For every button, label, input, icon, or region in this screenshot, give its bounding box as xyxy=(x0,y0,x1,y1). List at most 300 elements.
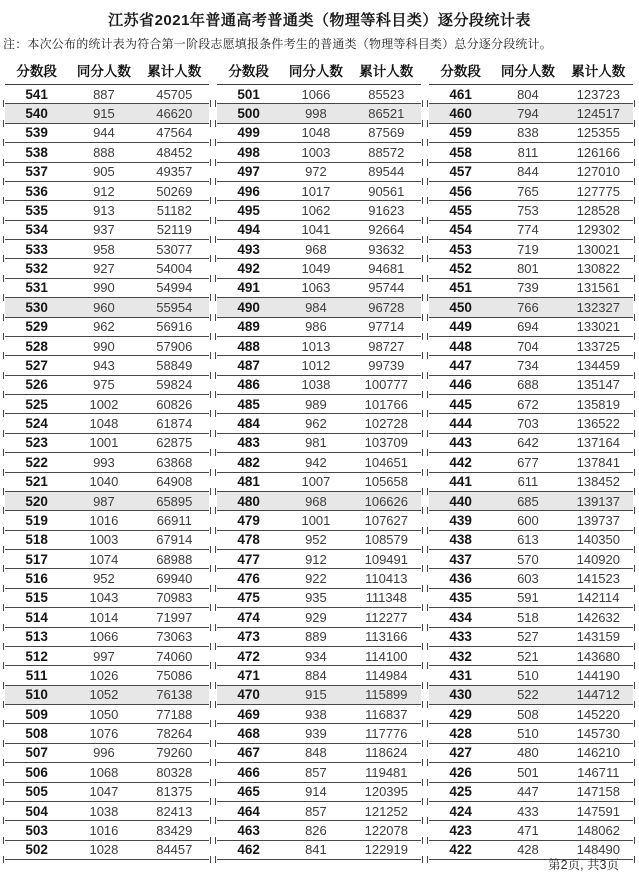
score-band: 442 xyxy=(449,454,472,470)
cumulative-count: 65895 xyxy=(156,493,193,509)
same-score-count: 952 xyxy=(93,571,115,587)
score-band: 528 xyxy=(25,338,48,354)
same-score-count: 841 xyxy=(305,842,327,858)
page-number-footer: 第2页, 共3页 xyxy=(548,858,619,872)
same-score-count: 642 xyxy=(517,435,539,451)
table-row xyxy=(5,85,209,104)
score-band: 422 xyxy=(449,842,472,858)
score-band: 458 xyxy=(449,144,472,160)
table-row xyxy=(5,492,209,511)
table-row xyxy=(5,666,209,685)
same-score-count: 962 xyxy=(93,319,115,335)
table-row xyxy=(217,608,421,627)
score-band: 514 xyxy=(25,609,48,625)
cumulative-count: 145730 xyxy=(576,726,620,742)
score-band: 439 xyxy=(449,512,472,528)
same-score-count: 672 xyxy=(517,396,539,412)
score-table-right xyxy=(429,59,633,860)
cumulative-count: 84457 xyxy=(156,842,193,858)
same-score-count: 1001 xyxy=(301,512,331,528)
cumulative-count: 66911 xyxy=(156,512,192,528)
table-row xyxy=(5,124,209,143)
same-score-count: 804 xyxy=(517,86,539,102)
same-score-count: 1012 xyxy=(301,357,331,373)
table-row xyxy=(217,414,421,433)
cumulative-count: 48452 xyxy=(156,144,193,160)
table-row xyxy=(5,608,209,627)
score-band: 490 xyxy=(237,299,260,315)
score-band: 461 xyxy=(449,86,472,102)
column-header-same-score-count: 同分人数 xyxy=(500,64,555,79)
table-row xyxy=(217,298,421,317)
score-band: 502 xyxy=(25,842,48,858)
cumulative-count: 140920 xyxy=(576,551,620,567)
table-row xyxy=(217,802,421,821)
score-band: 523 xyxy=(25,435,48,451)
table-body xyxy=(429,85,633,860)
cumulative-count: 133725 xyxy=(576,338,620,354)
cumulative-count: 68988 xyxy=(156,551,193,567)
cumulative-count: 147158 xyxy=(576,784,620,800)
same-score-count: 753 xyxy=(517,202,539,218)
same-score-count: 987 xyxy=(93,493,115,509)
cumulative-count: 52119 xyxy=(156,222,192,238)
same-score-count: 1013 xyxy=(301,338,331,354)
cumulative-count: 141523 xyxy=(576,571,620,587)
score-band: 520 xyxy=(25,493,48,509)
table-row xyxy=(5,279,209,298)
table-row xyxy=(5,531,209,550)
cumulative-count: 91623 xyxy=(368,202,405,218)
same-score-count: 996 xyxy=(93,745,115,761)
score-band: 466 xyxy=(237,764,260,780)
same-score-count: 927 xyxy=(93,261,115,277)
table-row xyxy=(429,589,633,608)
cumulative-count: 104651 xyxy=(364,454,408,470)
same-score-count: 938 xyxy=(305,706,327,722)
same-score-count: 510 xyxy=(517,726,539,742)
table-row xyxy=(5,163,209,182)
score-band: 492 xyxy=(237,261,260,277)
same-score-count: 704 xyxy=(517,338,539,354)
same-score-count: 975 xyxy=(93,377,115,393)
score-band: 481 xyxy=(237,474,260,490)
score-band: 506 xyxy=(25,764,48,780)
score-band: 454 xyxy=(449,222,472,238)
cumulative-count: 111348 xyxy=(365,590,408,606)
same-score-count: 433 xyxy=(517,803,539,819)
score-band: 519 xyxy=(25,512,48,528)
cumulative-count: 127010 xyxy=(576,164,620,180)
table-row xyxy=(429,492,633,511)
cumulative-count: 71997 xyxy=(156,609,193,625)
table-row xyxy=(5,724,209,743)
score-band: 531 xyxy=(25,280,48,296)
cumulative-count: 131561 xyxy=(576,280,620,296)
same-score-count: 915 xyxy=(305,687,327,703)
score-band: 470 xyxy=(237,687,260,703)
cumulative-count: 146210 xyxy=(576,745,620,761)
score-band: 459 xyxy=(449,125,472,141)
score-band: 452 xyxy=(449,261,472,277)
same-score-count: 1016 xyxy=(89,512,119,528)
score-band: 474 xyxy=(237,609,260,625)
cumulative-count: 82413 xyxy=(156,803,193,819)
table-row xyxy=(429,221,633,240)
table-row xyxy=(217,104,421,123)
table-row xyxy=(217,395,421,414)
cumulative-count: 49357 xyxy=(156,164,193,180)
score-band: 428 xyxy=(449,726,472,742)
cumulative-count: 135819 xyxy=(576,396,620,412)
table-row xyxy=(429,376,633,395)
table-row xyxy=(5,841,209,860)
table-row xyxy=(429,356,633,375)
score-band: 445 xyxy=(449,396,472,412)
same-score-count: 1016 xyxy=(89,822,119,838)
cumulative-count: 114984 xyxy=(365,667,408,683)
cumulative-count: 50269 xyxy=(156,183,193,199)
same-score-count: 471 xyxy=(517,822,539,838)
score-band: 485 xyxy=(237,396,260,412)
same-score-count: 510 xyxy=(517,667,539,683)
score-band: 488 xyxy=(237,338,260,354)
cumulative-count: 118624 xyxy=(365,745,408,761)
same-score-count: 888 xyxy=(93,144,115,160)
score-band: 489 xyxy=(237,319,260,335)
cumulative-count: 106626 xyxy=(364,493,408,509)
cumulative-count: 89544 xyxy=(368,164,405,180)
table-row xyxy=(217,318,421,337)
table-row xyxy=(5,414,209,433)
cumulative-count: 55954 xyxy=(156,299,193,315)
same-score-count: 734 xyxy=(517,357,539,373)
same-score-count: 997 xyxy=(93,648,115,664)
cumulative-count: 108579 xyxy=(364,532,408,548)
score-band: 540 xyxy=(25,106,48,122)
score-band: 425 xyxy=(449,784,472,800)
tables-container xyxy=(0,52,639,860)
score-band: 469 xyxy=(237,706,260,722)
same-score-count: 1068 xyxy=(89,764,119,780)
score-band: 504 xyxy=(25,803,48,819)
cumulative-count: 137841 xyxy=(576,454,620,470)
score-band: 451 xyxy=(449,280,472,296)
score-band: 482 xyxy=(237,454,260,470)
table-row xyxy=(5,569,209,588)
cumulative-count: 78264 xyxy=(156,726,193,742)
same-score-count: 912 xyxy=(93,183,115,199)
table-row xyxy=(217,492,421,511)
cumulative-count: 75086 xyxy=(156,667,193,683)
table-row xyxy=(429,453,633,472)
cumulative-count: 109491 xyxy=(364,551,408,567)
cumulative-count: 73063 xyxy=(156,629,193,645)
column-header-score-band: 分数段 xyxy=(228,64,269,79)
cumulative-count: 139737 xyxy=(576,512,620,528)
same-score-count: 480 xyxy=(517,745,539,761)
cumulative-count: 85523 xyxy=(368,86,405,102)
cumulative-count: 88572 xyxy=(368,144,405,160)
cumulative-count: 110413 xyxy=(365,571,408,587)
table-row xyxy=(217,569,421,588)
score-band: 533 xyxy=(25,241,48,257)
table-row xyxy=(5,550,209,569)
score-band: 472 xyxy=(237,648,260,664)
same-score-count: 801 xyxy=(517,261,539,277)
cumulative-count: 116837 xyxy=(365,706,408,722)
table-row xyxy=(217,143,421,162)
cumulative-count: 138452 xyxy=(576,474,620,490)
score-band: 471 xyxy=(237,667,260,683)
score-band: 465 xyxy=(237,784,260,800)
same-score-count: 1038 xyxy=(301,377,331,393)
table-body xyxy=(217,85,421,860)
cumulative-count: 146711 xyxy=(577,764,620,780)
table-row xyxy=(429,337,633,356)
score-band: 453 xyxy=(449,241,472,257)
same-score-count: 677 xyxy=(517,454,539,470)
table-row xyxy=(5,434,209,453)
same-score-count: 1001 xyxy=(89,435,119,451)
same-score-count: 838 xyxy=(517,125,539,141)
score-band: 434 xyxy=(449,609,472,625)
table-header-row xyxy=(5,59,209,85)
cumulative-count: 94681 xyxy=(368,261,405,277)
same-score-count: 993 xyxy=(93,454,115,470)
cumulative-count: 130822 xyxy=(576,261,620,277)
score-band: 513 xyxy=(25,629,48,645)
table-row xyxy=(429,434,633,453)
same-score-count: 1050 xyxy=(89,706,119,722)
cumulative-count: 74060 xyxy=(156,648,193,664)
score-band: 430 xyxy=(449,687,472,703)
score-band: 500 xyxy=(237,106,260,122)
table-row xyxy=(5,201,209,220)
column-header-cumulative-count: 累计人数 xyxy=(359,64,414,79)
same-score-count: 766 xyxy=(517,299,539,315)
cumulative-count: 76138 xyxy=(156,687,193,703)
table-row xyxy=(429,783,633,802)
same-score-count: 1066 xyxy=(89,629,119,645)
score-band: 462 xyxy=(237,842,260,858)
table-row xyxy=(5,104,209,123)
same-score-count: 986 xyxy=(305,319,327,335)
same-score-count: 811 xyxy=(517,144,539,160)
same-score-count: 848 xyxy=(305,745,327,761)
same-score-count: 889 xyxy=(305,629,327,645)
score-band: 515 xyxy=(25,590,48,606)
cumulative-count: 46620 xyxy=(156,106,193,122)
cumulative-count: 126166 xyxy=(576,144,620,160)
cumulative-count: 121252 xyxy=(364,803,408,819)
same-score-count: 972 xyxy=(305,164,327,180)
same-score-count: 914 xyxy=(305,784,327,800)
same-score-count: 1040 xyxy=(89,474,119,490)
score-band: 429 xyxy=(449,706,472,722)
score-band: 487 xyxy=(237,357,260,373)
column-header-score-band: 分数段 xyxy=(440,64,481,79)
score-band: 424 xyxy=(449,803,472,819)
score-band: 491 xyxy=(237,280,260,296)
cumulative-count: 45705 xyxy=(156,86,193,102)
same-score-count: 989 xyxy=(305,396,327,412)
cumulative-count: 142114 xyxy=(577,590,620,606)
same-score-count: 1052 xyxy=(89,687,119,703)
cumulative-count: 97714 xyxy=(368,319,405,335)
table-row xyxy=(217,356,421,375)
same-score-count: 1003 xyxy=(301,144,331,160)
table-row xyxy=(5,511,209,530)
table-row xyxy=(429,628,633,647)
cumulative-count: 60826 xyxy=(156,396,193,412)
table-row xyxy=(217,550,421,569)
score-band: 534 xyxy=(25,222,48,238)
column-header-same-score-count: 同分人数 xyxy=(288,64,343,79)
same-score-count: 1003 xyxy=(89,532,119,548)
score-band: 501 xyxy=(237,86,260,102)
table-row xyxy=(5,182,209,201)
cumulative-count: 101766 xyxy=(364,396,408,412)
same-score-count: 905 xyxy=(93,164,115,180)
score-band: 537 xyxy=(25,164,48,180)
table-row xyxy=(5,647,209,666)
cumulative-count: 63868 xyxy=(156,454,193,470)
score-band: 496 xyxy=(237,183,260,199)
cumulative-count: 103709 xyxy=(364,435,408,451)
score-band: 527 xyxy=(25,357,48,373)
score-band: 484 xyxy=(237,416,260,432)
cumulative-count: 54004 xyxy=(156,261,193,277)
table-row xyxy=(429,318,633,337)
score-band: 475 xyxy=(237,590,260,606)
cumulative-count: 95744 xyxy=(368,280,405,296)
note-text: 注：本次公布的统计表为符合第一阶段志愿填报条件考生的普通类（物理等科目类）总分逐分段统计。 xyxy=(3,37,553,51)
score-band: 457 xyxy=(449,164,472,180)
table-row xyxy=(5,337,209,356)
same-score-count: 1074 xyxy=(89,551,119,567)
column-header-cumulative-count: 累计人数 xyxy=(147,64,202,79)
score-band: 524 xyxy=(25,416,48,432)
table-row xyxy=(217,511,421,530)
cumulative-count: 96728 xyxy=(368,299,405,315)
score-band: 433 xyxy=(449,629,472,645)
table-row xyxy=(429,85,633,104)
table-row xyxy=(429,550,633,569)
same-score-count: 887 xyxy=(93,86,115,102)
score-band: 446 xyxy=(449,377,472,393)
score-table-middle xyxy=(217,59,421,860)
same-score-count: 1048 xyxy=(301,125,331,141)
same-score-count: 912 xyxy=(305,551,327,567)
cumulative-count: 56916 xyxy=(156,319,193,335)
score-band: 526 xyxy=(25,377,48,393)
table-row xyxy=(217,841,421,860)
score-band: 507 xyxy=(25,745,48,761)
same-score-count: 694 xyxy=(517,319,539,335)
table-row xyxy=(429,531,633,550)
same-score-count: 1047 xyxy=(89,784,119,800)
score-band: 509 xyxy=(25,706,48,722)
table-row xyxy=(217,473,421,492)
table-row xyxy=(429,821,633,840)
same-score-count: 765 xyxy=(517,183,539,199)
table-row xyxy=(217,182,421,201)
cumulative-count: 99739 xyxy=(368,357,405,373)
cumulative-count: 140350 xyxy=(576,532,620,548)
same-score-count: 739 xyxy=(517,280,539,296)
column-header-score-band: 分数段 xyxy=(16,64,57,79)
cumulative-count: 147591 xyxy=(576,803,620,819)
same-score-count: 884 xyxy=(305,667,327,683)
table-row xyxy=(429,240,633,259)
cumulative-count: 127775 xyxy=(576,183,620,199)
same-score-count: 591 xyxy=(517,590,539,606)
cumulative-count: 115899 xyxy=(365,687,408,703)
same-score-count: 719 xyxy=(517,241,539,257)
table-row xyxy=(5,589,209,608)
cumulative-count: 51182 xyxy=(156,202,192,218)
same-score-count: 521 xyxy=(517,648,539,664)
same-score-count: 508 xyxy=(517,706,539,722)
table-row xyxy=(217,724,421,743)
score-band: 495 xyxy=(237,202,260,218)
score-band: 541 xyxy=(25,86,48,102)
score-band: 511 xyxy=(25,667,48,683)
table-row xyxy=(217,763,421,782)
table-row xyxy=(217,221,421,240)
table-row xyxy=(429,802,633,821)
score-band: 432 xyxy=(449,648,472,664)
cumulative-count: 59824 xyxy=(156,377,193,393)
cumulative-count: 80328 xyxy=(156,764,193,780)
score-band: 480 xyxy=(237,493,260,509)
table-row xyxy=(217,337,421,356)
same-score-count: 570 xyxy=(517,551,539,567)
same-score-count: 428 xyxy=(517,842,539,858)
column-header-same-score-count: 同分人数 xyxy=(76,64,131,79)
table-row xyxy=(217,279,421,298)
table-row xyxy=(217,453,421,472)
table-row xyxy=(429,744,633,763)
cumulative-count: 69940 xyxy=(156,571,193,587)
table-row xyxy=(429,104,633,123)
same-score-count: 522 xyxy=(517,687,539,703)
score-band: 536 xyxy=(25,183,48,199)
same-score-count: 794 xyxy=(517,106,539,122)
table-row xyxy=(217,666,421,685)
table-row xyxy=(5,686,209,705)
table-row xyxy=(217,821,421,840)
cumulative-count: 123723 xyxy=(576,86,620,102)
same-score-count: 611 xyxy=(517,474,539,490)
same-score-count: 501 xyxy=(517,764,539,780)
score-table-left xyxy=(5,59,209,860)
score-band: 538 xyxy=(25,144,48,160)
same-score-count: 937 xyxy=(93,222,115,238)
cumulative-count: 143159 xyxy=(576,629,620,645)
same-score-count: 613 xyxy=(517,532,539,548)
same-score-count: 1048 xyxy=(89,416,119,432)
cumulative-count: 133021 xyxy=(576,319,620,335)
same-score-count: 1002 xyxy=(89,396,119,412)
same-score-count: 1028 xyxy=(89,842,119,858)
score-band: 436 xyxy=(449,571,472,587)
score-band: 427 xyxy=(449,745,472,761)
cumulative-count: 61874 xyxy=(156,416,193,432)
same-score-count: 1076 xyxy=(89,726,119,742)
table-row xyxy=(429,511,633,530)
